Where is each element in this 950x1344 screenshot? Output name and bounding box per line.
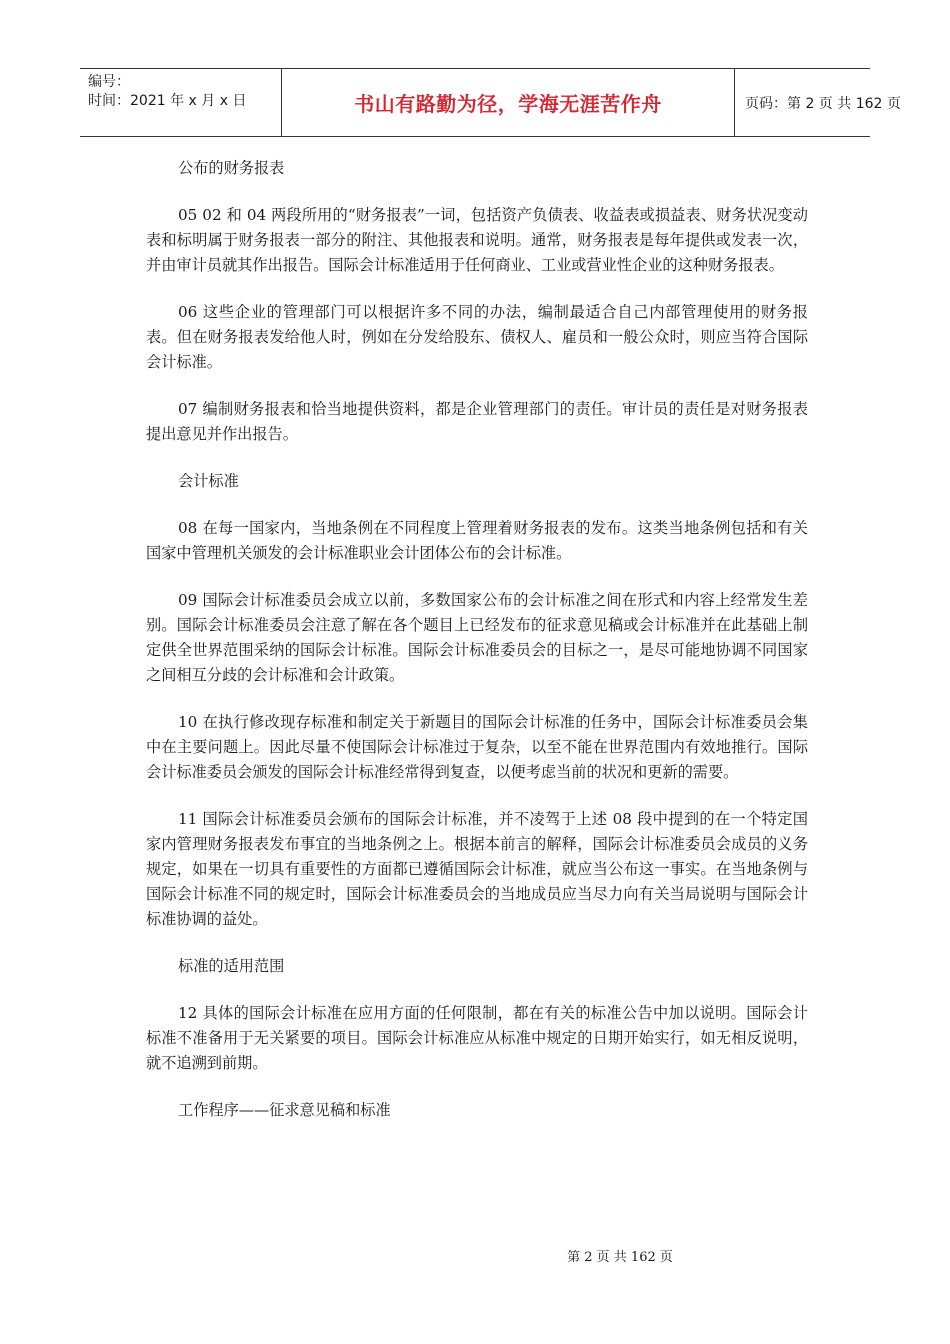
header-page-info: 页码：第 2 页 共 162 页 xyxy=(745,95,901,112)
header-meta xyxy=(80,69,282,136)
paragraph: 08 在每一国家内，当地条例在不同程度上管理着财务报表的发布。这类当地条例包括和有关国家中管理机关颁发的会计标准职业会计团体公布的会计标准。 xyxy=(146,519,808,562)
page-footer: 第 2 页 共 162 页 xyxy=(567,1250,673,1265)
page-header xyxy=(80,68,901,137)
paragraph: 11 国际会计标准委员会颁布的国际会计标准，并不凌驾于上述 08 段中提到的在一个特定国家内管理财务报表发布事宜的当地条例之上。根据本前言的解释，国际会计标准委员会成员的义务规定，如果在一切具有重要性的方面都已遵循国际会计标准，就应当公布这一事实。在当地条例与国际会计标准不同的规定时，国际会计标准委员会的当地成员应当尽力向有关当局说明与国际会计标准协调的益处。 xyxy=(146,810,808,928)
paragraph: 06 这些企业的管理部门可以根据许多不同的办法，编制最适合自己内部管理使用的财务报表。但在财务报表发给他人时，例如在分发给股东、债权人、雇员和一般公众时，则应当符合国际会计标准。 xyxy=(146,303,808,371)
section-heading: 标准的适用范围 xyxy=(178,957,285,975)
paragraph: 09 国际会计标准委员会成立以前，多数国家公布的会计标准之间在形式和内容上经常发生差别。国际会计标准委员会注意了解在各个题目上已经发布的征求意见稿或会计标准并在此基础上制定供全世界范围采纳的国际会计标准。国际会计标准委员会的目标之一，是尽可能地协调不同国家之间相互分歧的会计标准和会计政策。 xyxy=(146,591,808,684)
paragraph: 12 具体的国际会计标准在应用方面的任何限制，都在有关的标准公告中加以说明。国际会计标准不准备用于无关紧要的项目。国际会计标准应从标准中规定的日期开始实行，如无相反说明，就不追溯到前期。 xyxy=(146,1004,808,1072)
number-label: 编号： xyxy=(88,74,130,90)
section-heading: 公布的财务报表 xyxy=(178,159,285,177)
header-motto: 书山有路勤为径，学海无涯苦作舟 xyxy=(282,69,735,136)
paragraph: 10 在执行修改现存标准和制定关于新题目的国际会计标准的任务中，国际会计标准委员会集中在主要问题上。因此尽量不使国际会计标准过于复杂，以至不能在世界范围内有效地推行。国际会计标准委员会颁发的国际会计标准经常得到复查，以便考虑当前的状况和更新的需要。 xyxy=(146,713,808,781)
paragraph: 07 编制财务报表和恰当地提供资料，都是企业管理部门的责任。审计员的责任是对财务报表提出意见并作出报告。 xyxy=(146,400,808,443)
date-label: 时间：2021 年 x 月 x 日 xyxy=(88,93,247,109)
section-heading: 工作程序——征求意见稿和标准 xyxy=(178,1101,391,1119)
paragraph: 05 02 和 04 两段所用的“财务报表”一词，包括资产负债表、收益表或损益表、财务状况变动表和标明属于财务报表一部分的附注、其他报表和说明。通常，财务报表是每年提供或发表一次，并由审计员就其作出报告。国际会计标准适用于任何商业、工业或营业性企业的这种财务报表。 xyxy=(146,206,808,274)
section-heading: 会计标准 xyxy=(178,472,239,490)
document-body xyxy=(146,156,808,1145)
